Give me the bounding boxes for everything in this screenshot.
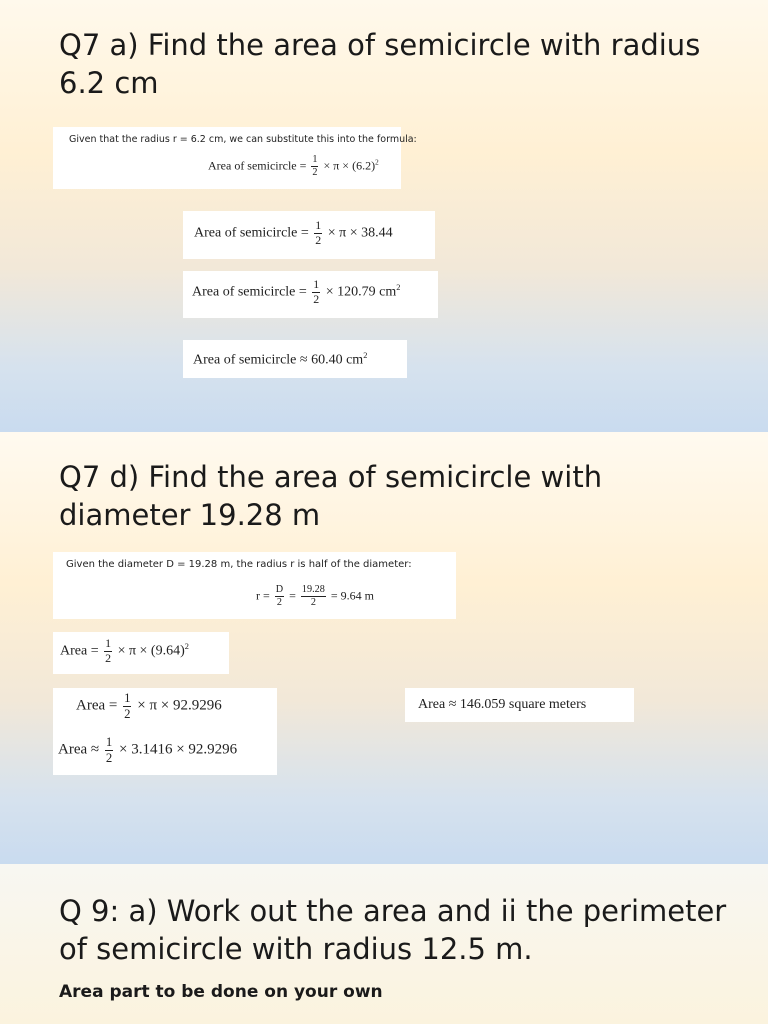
slide-q9 (0, 864, 768, 1024)
fraction: $\frac{1}{2}$ (124, 691, 131, 721)
slide-q7a (0, 0, 768, 432)
step-box-4 (183, 340, 407, 378)
fraction: $\frac{19.28}{2}$ (301, 584, 325, 609)
step-box-1 (53, 632, 229, 674)
result-text: Area of semicircle ≈ 60.40 cm (193, 352, 364, 368)
formula-line: Area of semicircle = $\frac{1}{2}$ × 120.79 $cm^2$ (192, 277, 401, 306)
formula-rest: × π × 92.9296 (137, 697, 222, 714)
formula-label: Area = (60, 643, 99, 659)
given-text: Given the diameter D = 19.28 m, the radius r is half of the diameter: (66, 559, 412, 570)
given-box (53, 127, 417, 189)
slide-title: Q7 a) Find the area of semicircle with radius 6.2 cm (59, 28, 701, 100)
formula-label: Area ≈ (58, 741, 100, 758)
r-label: r = (256, 588, 270, 603)
formula-rest: × 3.1416 × 92.9296 (119, 741, 238, 758)
formula-label: Area of semicircle = (192, 284, 307, 300)
step-box-2 (53, 688, 277, 775)
fraction: $\frac{1}{2}$ (105, 735, 113, 765)
answer-box (405, 688, 634, 722)
slide-title: Q7 d) Find the area of semicircle with diameter 19.28 m (59, 460, 603, 532)
formula-label: Area = (76, 697, 118, 714)
fraction: $\frac{1}{2}$ (312, 154, 318, 179)
step-box-3 (183, 271, 438, 318)
given-text: Given that the radius r = 6.2 cm, we can substitute this into the formula: (69, 134, 417, 145)
step-box-2 (183, 211, 435, 259)
equals: = (289, 588, 296, 603)
fraction: $\frac{1}{2}$ (313, 277, 320, 306)
formula-rest: × 120.79 cm (325, 284, 397, 300)
radius-formula (256, 585, 374, 608)
fraction: $\frac{1}{2}$ (315, 218, 322, 247)
formula-rest: × π × 38.44 (327, 225, 393, 241)
slide-q7d (0, 432, 768, 864)
fraction: $\frac{1}{2}$ (105, 636, 112, 665)
formula-rest: × π × (6.2) (323, 158, 376, 173)
radius-result: = 9.64 m (330, 588, 374, 603)
result-line: Area of semicircle ≈ 60.40 $cm^2$ (193, 351, 368, 368)
fraction: $\frac{D}{2}$ (275, 584, 284, 609)
given-box (53, 552, 456, 619)
formula-line: Area = $\frac{1}{2}$ × $\pi \times (9.64)^2$ (60, 636, 189, 665)
slide-title: Q 9: a) Work out the area and ii the perimeter of semicircle with radius 12.5 m. (59, 894, 727, 966)
formula-label: Area of semicircle = (208, 158, 307, 173)
formula-line (76, 692, 222, 721)
formula-label: Area of semicircle = (194, 225, 309, 241)
instruction-note: Area part to be done on your own (59, 982, 383, 1002)
formula-line (194, 220, 393, 247)
formula-line (58, 736, 237, 765)
formula-rest: × π × (9.64) (117, 643, 185, 659)
answer-text: Area ≈ 146.059 square meters (418, 697, 587, 712)
formula-line: Area of semicircle = $\frac{1}{2}$ × $\pi \times (6.2)^2$ (208, 154, 379, 179)
